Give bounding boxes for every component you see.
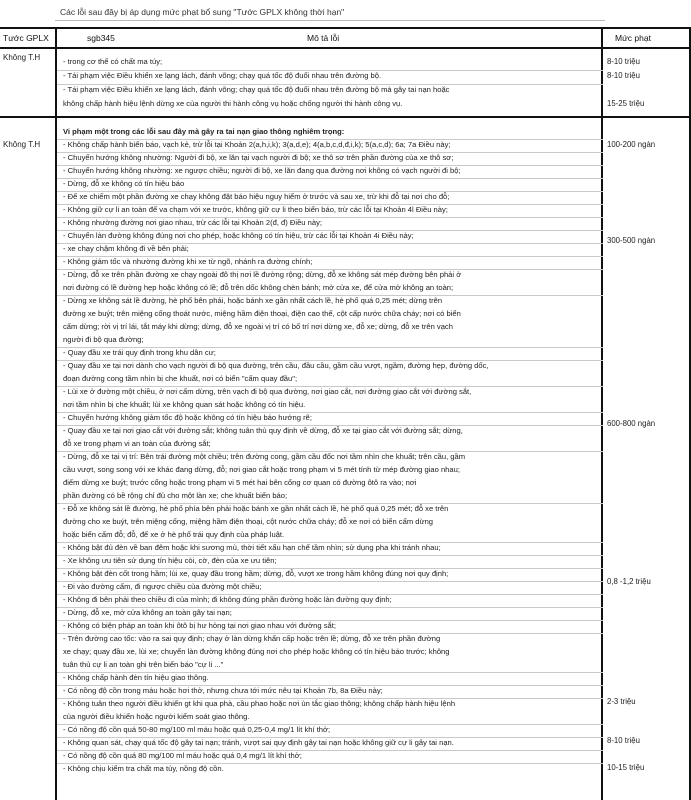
row-divider [57,204,603,205]
penalty-value: 600-800 ngàn [607,419,656,428]
violation-line: - Không tuân theo người điều khiển gt khi qua phà, cầu phao hoặc nơi ùn tắc giao thông; không chấp hành hiệu lệnh [63,699,456,708]
row-divider [57,607,603,608]
row-divider [57,698,603,699]
violation-line: - Không quan sát, chạy quá tốc độ gây tai nạn; tránh, vượt sai quy định gây tai nạn hoặc không giữ cự li gây tai nạn. [63,738,454,747]
violation-line: - Dừng, đỗ xe trên phần đường xe chạy ngoài đô thị nơi lề đường rộng; dừng, đỗ xe không sát mép đường bên phải ở [63,270,462,279]
violation-group-1 [0,49,691,118]
violation-line: nơi tầm nhìn bị che khuất; lùi xe không quan sát hoặc không có tín hiệu. [63,400,306,409]
row-divider [57,737,603,738]
row-divider [57,594,603,595]
license-cell [0,118,57,800]
violation-line: tuân thủ cự li an toàn ghi trên biển báo "cự li ..." [63,660,224,669]
row-divider [57,425,603,426]
header-penalty-label: Mức phạt [615,33,651,43]
penalty-value: 2-3 triệu [607,697,636,706]
header-cell-license [0,27,57,49]
description-cell [57,49,603,116]
license-cell [0,49,57,116]
violation-group-2 [0,118,691,800]
violation-line: - Có nồng độ cồn quá 50-80 mg/100 ml máu hoặc quá 0,25-0,4 mg/1 lít khí thở; [63,725,331,734]
violation-line: - Không bật đủ đèn về ban đêm hoặc khi sương mù, thời tiết xấu hạn chế tầm nhìn; sử dụng pha khi tránh nhau; [63,543,441,552]
violation-line: - Không giữ cự li an toàn để va chạm với xe trước, không giữ cự li theo biển báo, trừ các lỗi tại Khoản 4l Điều này; [63,205,448,214]
row-divider [57,139,603,140]
row-divider [57,256,603,257]
row-divider [57,581,603,582]
row-divider [57,295,603,296]
violation-line: - Tái phạm việc Điều khiển xe lạng lách, đánh võng; chạy quá tốc độ đuổi nhau trên đường bộ mà gây tai nạn hoặc [63,85,450,94]
violation-line: - Không giảm tốc và nhường đường khi xe từ ngõ, nhánh ra đường chính; [63,257,313,266]
row-divider [57,503,603,504]
violation-line: - Dừng, đỗ xe tại vị trí: Bên trái đường một chiều; trên đường cong, gầm cầu đốc nơi tầm nhìn che khuất; trên cầu, gầm [63,452,466,461]
row-divider [57,685,603,686]
violation-line: - Chuyển làn đường không đúng nơi cho phép, hoặc không có tín hiệu, trừ các lỗi tại Khoản 4i Điều này; [63,231,414,240]
row-divider [57,724,603,725]
violation-line: không chấp hành hiệu lệnh dừng xe của người thi hành công vụ hoặc chống người thi hành công vụ. [63,99,403,108]
row-divider [57,84,603,85]
row-divider [57,347,603,348]
header-license-label: Tước GPLX [3,33,49,43]
row-divider [57,763,603,764]
penalty-cell [603,49,691,116]
row-divider [57,269,603,270]
violation-line: - Không bật đèn cốt trong hầm; lùi xe, quay đầu trong hầm; dừng, đỗ, vượt xe trong hầm không đúng nơi quy định; [63,569,449,578]
row-divider [57,217,603,218]
row-divider [57,542,603,543]
row-divider [57,451,603,452]
row-divider [57,386,603,387]
penalty-value: 15-25 triệu [607,99,645,108]
violation-line: đỗ xe trong phạm vi an toàn của đường sắt; [63,439,211,448]
row-divider [57,191,603,192]
row-divider [57,633,603,634]
header-description-label: Mô tả lỗi [307,33,340,43]
row-divider [57,178,603,179]
violation-line: - Không chấp hành biển báo, vạch kẻ, trừ lỗi tại Khoản 2(a,h,i,k); 3(a,d,e); 4(a,b,c,d,đ,i,k); 5(a,c,d); 6a; 7a Điều này; [63,140,451,149]
violation-line: - Không chấp hành đèn tín hiệu giao thông. [63,673,209,682]
violation-line: - trong cơ thể có chất ma túy; [63,57,163,66]
violation-line: - Có nồng độ cồn trong máu hoặc hơi thở, nhưng chưa tới mức nêu tại Khoản 7b, 8a Điều này; [63,686,383,695]
violation-line: - Lùi xe ở đường một chiều, ở nơi cấm dừng, trên vạch đi bộ qua đường, nơi giao cắt, nơi đường giao cắt với đường sắt, [63,387,472,396]
violation-line: đường cho xe buýt, trên miệng cống, miệng hầm điện thoại, cột nước chữa cháy; đỗ xe nơi có biển cấm dừng [63,517,434,526]
violation-line: phần đường có bề rộng chỉ đủ cho một làn xe; che khuất biển báo; [63,491,288,500]
violation-line: đường xe buýt; trên miệng cống thoát nước, miệng hầm điện thoại, điện cao thế, cột cấp nước chữa cháy; nơi có biển [63,309,461,318]
violation-line: cầu vượt, song song với xe khác đang dừng, đỗ; nơi giao cắt hoặc trong phạm vi 5 mét tính từ mép đường giao nhau; [63,465,460,474]
penalty-value: 300-500 ngàn [607,236,656,245]
violation-line: - Để xe chiếm một phần đường xe chạy không đặt báo hiệu nguy hiểm ở trước và sau xe, trừ khi đỗ tại nơi cho đỗ; [63,192,450,201]
row-divider [57,412,603,413]
violation-line: - Dừng xe không sát lề đường, hè phố bên phải, hoặc bánh xe gần nhất cách lề, hè phố quá 0,25 mét; dừng trên [63,296,443,305]
violation-line: cấm dừng; rời vị trí lái, tắt máy khi dừng; dừng, đỗ xe ngoài vị trí có bố trí nơi dừng xe, đỗ xe; dừng, đỗ xe trên vạch [63,322,453,331]
header-cell-penalty [603,27,691,49]
license-value: Không T.H [3,140,41,149]
row-divider [57,165,603,166]
penalty-value: 0,8 -1,2 triệu [607,577,651,586]
violation-line: - Đỗ xe không sát lề đường, hè phố phía bên phải hoặc bánh xe gần nhất cách lề, hè phố quá 0,25 mét; đỗ xe trên [63,504,449,513]
penalty-value: 100-200 ngàn [607,140,656,149]
penalty-value: 10-15 triệu [607,763,645,772]
violation-line: đoạn đường cong tầm nhìn bị che khuất, nơi có biển "cấm quay đầu"; [63,374,298,383]
violation-line: của người điều khiển hoặc người kiểm soát giao thông. [63,712,250,721]
violation-line: - Chuyển hướng không giảm tốc độ hoặc không có tín hiệu báo hướng rẽ; [63,413,312,422]
violation-line: Vi phạm một trong các lỗi sau đây mà gây ra tai nạn giao thông nghiêm trọng: [63,127,345,136]
row-divider [57,555,603,556]
row-divider [57,360,603,361]
row-divider [57,672,603,673]
violation-line: - xe chạy chậm không đi về bên phải; [63,244,189,253]
penalty-value: 8-10 triệu [607,736,640,745]
violation-line: - Chuyển hướng không nhường: Người đi bộ, xe lăn tại vạch người đi bộ; xe thô sơ trên phần đường của xe thô sơ; [63,153,454,162]
row-divider [57,568,603,569]
violation-line: hoặc biển cấm đỗ; đỗ, để xe ở hè phố trái quy định của pháp luật. [63,530,285,539]
violation-line: - Quay đầu xe tại nơi dành cho vạch người đi bộ qua đường, trên cầu, đầu cầu, gầm cầu vượt, ngầm, đường hẹp, đường dốc, [63,361,489,370]
row-divider [57,750,603,751]
row-divider [57,243,603,244]
violation-line: - Chuyển hướng không nhường: xe ngược chiều; người đi bộ, xe lăn đang qua đường nơi không có vạch người đi bộ; [63,166,461,175]
violation-line: - Trên đường cao tốc: vào ra sai quy định; chạy ở làn dừng khẩn cấp hoặc trên lề; dừng, đỗ xe trên phần đường [63,634,441,643]
violation-line: - Đi vào đường cấm, đi ngược chiều của đường một chiều; [63,582,262,591]
row-divider [57,230,603,231]
penalty-cell [603,118,691,800]
row-divider [57,620,603,621]
violation-line: - Không chịu kiểm tra chất ma túy, nồng độ cồn. [63,764,224,773]
violation-line: xe chạy; quay đầu xe, lùi xe; chuyển làn đường không đúng nơi cho phép hoặc không có tín hiệu báo trước; không [63,647,450,656]
penalty-value: 8-10 triệu [607,71,640,80]
penalty-value: 8-10 triệu [607,57,640,66]
violation-line: - Không nhường đường nơi giao nhau, trừ các lỗi tại Khoản 2(đ, đ) Điều này; [63,218,322,227]
violation-line: - Không có biện pháp an toàn khi ôtô bị hư hỏng tại nơi giao nhau với đường sắt; [63,621,336,630]
violation-line: nơi đường có lề đường hẹp hoặc không có lề; đỗ trên dốc không chèn bánh; mở cửa xe, để cửa mở không an toàn; [63,283,454,292]
violation-line: - Quay đầu xe trái quy định trong khu dân cư; [63,348,216,357]
violation-line: người đi bộ qua đường; [63,335,144,344]
violation-line: - Xe không ưu tiên sử dụng tín hiệu còi, cờ, đèn của xe ưu tiên; [63,556,277,565]
violation-line: - Không đi bên phải theo chiều đi của mình; đi không đúng phần đường hoặc làn đường quy định; [63,595,392,604]
violation-line: - Dừng, đỗ xe không có tín hiệu báo [63,179,185,188]
header-cell-description [57,27,603,49]
license-value: Không T.H [3,53,41,62]
sheet-caption: Các lỗi sau đây bị áp dụng mức phạt bổ sung "Tước GPLX không thời hạn" [60,7,345,17]
violation-line: - Có nồng độ cồn quá 80 mg/100 ml máu hoặc quá 0,4 mg/1 lít khí thở; [63,751,302,760]
violation-line: - Dừng, đỗ xe, mở cửa không an toàn gây tai nạn; [63,608,232,617]
caption-underline [55,20,605,21]
row-divider [57,70,603,71]
row-divider [57,152,603,153]
description-cell [57,118,603,800]
violation-line: - Tái phạm việc Điều khiển xe lạng lách, đánh võng; chạy quá tốc độ đuổi nhau trên đường bộ. [63,71,382,80]
violation-line: điểm dừng xe buýt; trước cổng hoặc trong phạm vi 5 mét hai bên cổng cơ quan có đường ôtô ra vào; nơi [63,478,417,487]
violation-line: - Quay đầu xe tại nơi giao cắt với đường sắt; không tuân thủ quy định về dừng, đỗ xe tại giao cắt với đường sắt; dừng, [63,426,463,435]
header-code-label: sgb345 [87,33,115,43]
